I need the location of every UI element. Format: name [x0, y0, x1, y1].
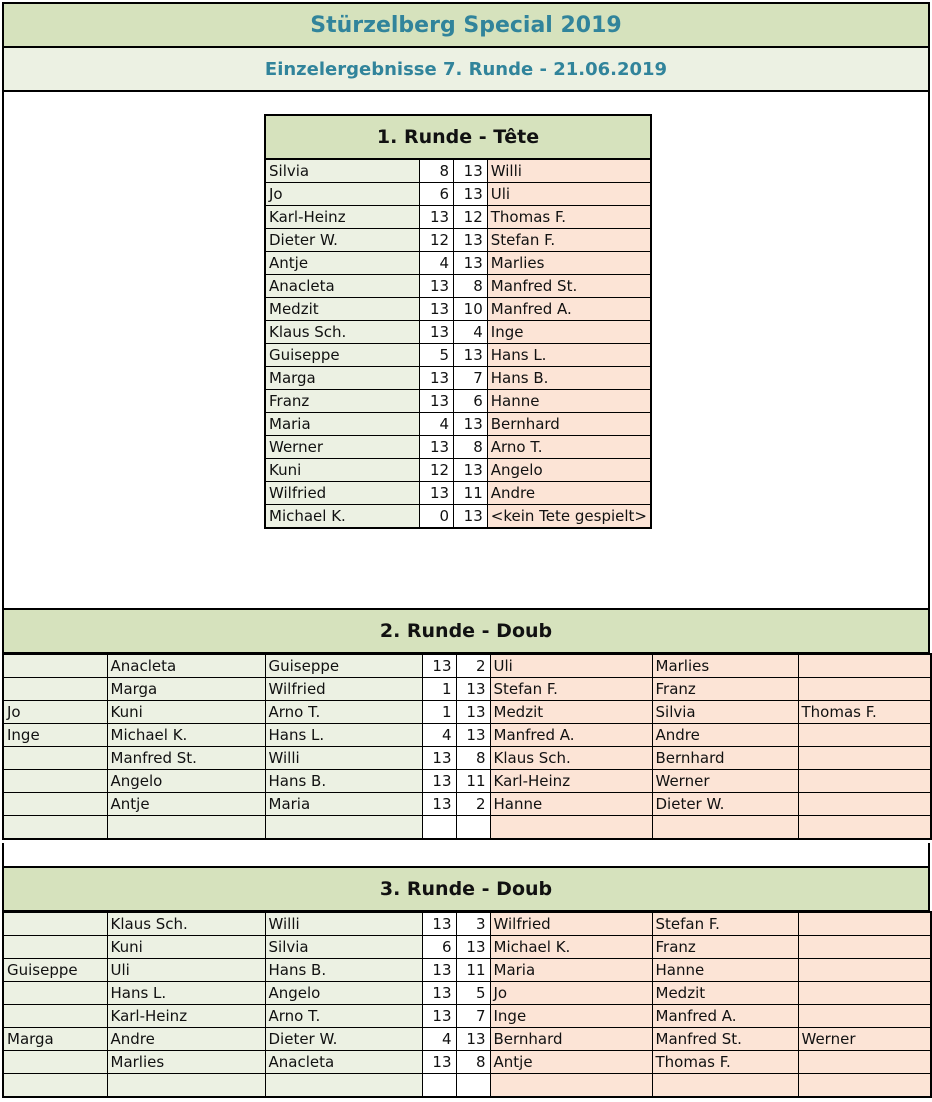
- right-player-3: [798, 959, 931, 982]
- left-score: 13: [420, 206, 454, 229]
- round1-row: [265, 275, 651, 298]
- left-player-3: [3, 816, 107, 840]
- right-player-1: Antje: [490, 1051, 652, 1074]
- round3-header: 3. Runde - Doub: [2, 866, 930, 912]
- right-player-3: [798, 678, 931, 701]
- right-player-3: Werner: [798, 1028, 931, 1051]
- right-player: Andre: [487, 482, 651, 505]
- left-player: Antje: [265, 252, 420, 275]
- right-player: Arno T.: [487, 436, 651, 459]
- left-player-3: [3, 1074, 107, 1098]
- left-player-2: [265, 1074, 422, 1098]
- right-score: 8: [454, 275, 488, 298]
- right-score: 8: [454, 436, 488, 459]
- round2-row: [3, 816, 931, 840]
- round3-row: [3, 1074, 931, 1098]
- round2-header: 2. Runde - Doub: [2, 608, 930, 654]
- left-player-2: Arno T.: [265, 701, 422, 724]
- left-player: Silvia: [265, 160, 420, 183]
- left-player-1: Karl-Heinz: [107, 1005, 265, 1028]
- right-score: 13: [454, 459, 488, 482]
- left-player-1: Anacleta: [107, 654, 265, 678]
- right-player-2: Manfred St.: [652, 1028, 798, 1051]
- left-score: 13: [420, 390, 454, 413]
- round3-row: [3, 1028, 931, 1051]
- right-player-2: Silvia: [652, 701, 798, 724]
- right-score: 4: [454, 321, 488, 344]
- right-player-1: Maria: [490, 959, 652, 982]
- left-player-1: Andre: [107, 1028, 265, 1051]
- left-score: [422, 1074, 456, 1098]
- round1-row: [265, 229, 651, 252]
- right-player-2: Marlies: [652, 654, 798, 678]
- right-player-3: [798, 724, 931, 747]
- left-player-2: Hans L.: [265, 724, 422, 747]
- left-player: Medzit: [265, 298, 420, 321]
- right-player-2: Medzit: [652, 982, 798, 1005]
- left-player: Wilfried: [265, 482, 420, 505]
- right-player: Thomas F.: [487, 206, 651, 229]
- left-player: Anacleta: [265, 275, 420, 298]
- round3-row: [3, 912, 931, 936]
- round1-row: [265, 436, 651, 459]
- left-player-3: Jo: [3, 701, 107, 724]
- right-player-2: Franz: [652, 936, 798, 959]
- left-score: 13: [422, 793, 456, 816]
- left-score: 6: [422, 936, 456, 959]
- left-player-2: Arno T.: [265, 1005, 422, 1028]
- left-player-1: Antje: [107, 793, 265, 816]
- left-score: 13: [420, 436, 454, 459]
- left-player-1: Marga: [107, 678, 265, 701]
- right-player-3: [798, 982, 931, 1005]
- round1-row: [265, 390, 651, 413]
- round2-row: [3, 724, 931, 747]
- left-player-3: [3, 1051, 107, 1074]
- right-player: Bernhard: [487, 413, 651, 436]
- left-score: 13: [420, 321, 454, 344]
- right-score: 10: [454, 298, 488, 321]
- right-score: 13: [454, 413, 488, 436]
- right-score: 8: [456, 747, 490, 770]
- left-player-3: [3, 912, 107, 936]
- right-player-2: Bernhard: [652, 747, 798, 770]
- right-player-3: [798, 816, 931, 840]
- left-player: Jo: [265, 183, 420, 206]
- right-player-1: [490, 1074, 652, 1098]
- left-player-3: [3, 1005, 107, 1028]
- right-score: 12: [454, 206, 488, 229]
- right-player: Manfred St.: [487, 275, 651, 298]
- left-score: 8: [420, 160, 454, 183]
- right-player-1: Karl-Heinz: [490, 770, 652, 793]
- round2-table: [2, 653, 932, 840]
- round3-row: [3, 982, 931, 1005]
- right-player: Manfred A.: [487, 298, 651, 321]
- left-player-3: [3, 793, 107, 816]
- right-score: [456, 816, 490, 840]
- left-player-1: Kuni: [107, 701, 265, 724]
- right-player-1: Bernhard: [490, 1028, 652, 1051]
- right-player-2: Dieter W.: [652, 793, 798, 816]
- right-score: 7: [454, 367, 488, 390]
- round1-row: [265, 160, 651, 183]
- right-player: Hans B.: [487, 367, 651, 390]
- round2-row: [3, 701, 931, 724]
- left-player: Michael K.: [265, 505, 420, 529]
- right-score: 13: [456, 724, 490, 747]
- round1-row: [265, 298, 651, 321]
- right-player: Willi: [487, 160, 651, 183]
- left-score: 5: [420, 344, 454, 367]
- left-player: Franz: [265, 390, 420, 413]
- left-player-3: [3, 654, 107, 678]
- left-score: 6: [420, 183, 454, 206]
- left-score: 4: [420, 413, 454, 436]
- left-player-2: Hans B.: [265, 770, 422, 793]
- round1-row: [265, 252, 651, 275]
- left-player-2: Angelo: [265, 982, 422, 1005]
- left-player-2: Willi: [265, 747, 422, 770]
- right-player-3: [798, 747, 931, 770]
- left-score: 13: [422, 1051, 456, 1074]
- round1-row: [265, 505, 651, 529]
- round1-row: [265, 321, 651, 344]
- left-score: 4: [422, 1028, 456, 1051]
- right-player-3: [798, 912, 931, 936]
- left-score: 13: [422, 912, 456, 936]
- right-score: 13: [454, 183, 488, 206]
- right-player-2: Andre: [652, 724, 798, 747]
- right-player: Hanne: [487, 390, 651, 413]
- right-score: 13: [456, 678, 490, 701]
- left-player-1: Angelo: [107, 770, 265, 793]
- left-player-1: Marlies: [107, 1051, 265, 1074]
- left-score: 4: [422, 724, 456, 747]
- left-score: 12: [420, 459, 454, 482]
- round3-table: [2, 911, 932, 1098]
- round1-row: [265, 183, 651, 206]
- left-score: 0: [420, 505, 454, 529]
- right-score: 6: [454, 390, 488, 413]
- right-player: Angelo: [487, 459, 651, 482]
- left-player: Dieter W.: [265, 229, 420, 252]
- left-player: Marga: [265, 367, 420, 390]
- right-player-2: Franz: [652, 678, 798, 701]
- round1-row: [265, 482, 651, 505]
- left-player-1: Klaus Sch.: [107, 912, 265, 936]
- round1-row: [265, 459, 651, 482]
- right-player-1: Klaus Sch.: [490, 747, 652, 770]
- right-player: Uli: [487, 183, 651, 206]
- round1-row: [265, 344, 651, 367]
- right-player-3: Thomas F.: [798, 701, 931, 724]
- right-player-3: [798, 1051, 931, 1074]
- round1-row: [265, 413, 651, 436]
- right-player-3: [798, 936, 931, 959]
- right-player-1: Uli: [490, 654, 652, 678]
- right-player-3: [798, 654, 931, 678]
- round2-row: [3, 747, 931, 770]
- left-player-3: Inge: [3, 724, 107, 747]
- right-player-1: Inge: [490, 1005, 652, 1028]
- right-player-3: [798, 770, 931, 793]
- right-player-3: [798, 1005, 931, 1028]
- left-player-2: Wilfried: [265, 678, 422, 701]
- right-player-3: [798, 793, 931, 816]
- right-score: 8: [456, 1051, 490, 1074]
- left-player-2: Hans B.: [265, 959, 422, 982]
- round3-row: [3, 1005, 931, 1028]
- right-score: 3: [456, 912, 490, 936]
- round2-row: [3, 654, 931, 678]
- right-score: 13: [454, 344, 488, 367]
- left-player-1: Hans L.: [107, 982, 265, 1005]
- right-player-1: Hanne: [490, 793, 652, 816]
- right-player-1: Jo: [490, 982, 652, 1005]
- left-score: 12: [420, 229, 454, 252]
- right-player-2: Manfred A.: [652, 1005, 798, 1028]
- left-player-3: [3, 936, 107, 959]
- right-score: 2: [456, 793, 490, 816]
- left-player: Karl-Heinz: [265, 206, 420, 229]
- left-score: 13: [422, 747, 456, 770]
- right-player-3: [798, 1074, 931, 1098]
- round1-header: 1. Runde - Tête: [264, 114, 652, 160]
- left-player-1: Uli: [107, 959, 265, 982]
- right-player-2: Stefan F.: [652, 912, 798, 936]
- left-player-1: [107, 816, 265, 840]
- left-player-2: [265, 816, 422, 840]
- left-player-1: Michael K.: [107, 724, 265, 747]
- right-player: Stefan F.: [487, 229, 651, 252]
- right-score: 13: [454, 160, 488, 183]
- right-score: 11: [456, 959, 490, 982]
- right-score: 13: [456, 936, 490, 959]
- right-player-2: Hanne: [652, 959, 798, 982]
- left-player: Maria: [265, 413, 420, 436]
- right-score: 13: [454, 229, 488, 252]
- left-score: 13: [422, 1005, 456, 1028]
- round1-table: [264, 159, 652, 529]
- left-player-3: [3, 770, 107, 793]
- page-title: Stürzelberg Special 2019: [2, 2, 930, 48]
- left-player-2: Willi: [265, 912, 422, 936]
- right-player-1: Michael K.: [490, 936, 652, 959]
- round1-row: [265, 367, 651, 390]
- left-score: 13: [420, 298, 454, 321]
- left-player-2: Anacleta: [265, 1051, 422, 1074]
- left-player-2: Dieter W.: [265, 1028, 422, 1051]
- left-player-1: [107, 1074, 265, 1098]
- left-player: Klaus Sch.: [265, 321, 420, 344]
- left-score: 13: [420, 367, 454, 390]
- round3-row: [3, 1051, 931, 1074]
- right-player: Inge: [487, 321, 651, 344]
- right-player: Hans L.: [487, 344, 651, 367]
- right-player-1: Stefan F.: [490, 678, 652, 701]
- right-player-2: Thomas F.: [652, 1051, 798, 1074]
- right-player-2: [652, 1074, 798, 1098]
- left-player-2: Maria: [265, 793, 422, 816]
- page-subtitle: Einzelergebnisse 7. Runde - 21.06.2019: [2, 46, 930, 92]
- left-score: 13: [420, 275, 454, 298]
- right-player-1: Manfred A.: [490, 724, 652, 747]
- right-player-1: Wilfried: [490, 912, 652, 936]
- right-score: 2: [456, 654, 490, 678]
- round3-row: [3, 936, 931, 959]
- right-score: 13: [454, 252, 488, 275]
- left-player-2: Silvia: [265, 936, 422, 959]
- left-player-1: Manfred St.: [107, 747, 265, 770]
- left-score: 13: [420, 482, 454, 505]
- round2-row: [3, 770, 931, 793]
- left-score: 1: [422, 701, 456, 724]
- left-score: 1: [422, 678, 456, 701]
- left-player: Guiseppe: [265, 344, 420, 367]
- round2-row: [3, 793, 931, 816]
- left-score: 13: [422, 654, 456, 678]
- right-score: 13: [456, 1028, 490, 1051]
- left-player: Werner: [265, 436, 420, 459]
- left-score: 13: [422, 982, 456, 1005]
- right-score: 5: [456, 982, 490, 1005]
- right-score: 11: [456, 770, 490, 793]
- left-player-2: Guiseppe: [265, 654, 422, 678]
- left-player-3: Marga: [3, 1028, 107, 1051]
- left-player: Kuni: [265, 459, 420, 482]
- left-player-3: Guiseppe: [3, 959, 107, 982]
- left-player-3: [3, 747, 107, 770]
- right-score: [456, 1074, 490, 1098]
- right-score: 11: [454, 482, 488, 505]
- left-score: 4: [420, 252, 454, 275]
- left-player-3: [3, 982, 107, 1005]
- right-player-1: [490, 816, 652, 840]
- right-player: Marlies: [487, 252, 651, 275]
- left-score: 13: [422, 770, 456, 793]
- right-score: 13: [454, 505, 488, 529]
- section-spacer: [2, 843, 930, 867]
- right-score: 13: [456, 701, 490, 724]
- left-score: 13: [422, 959, 456, 982]
- left-player-3: [3, 678, 107, 701]
- round2-row: [3, 678, 931, 701]
- round3-row: [3, 959, 931, 982]
- right-player-1: Medzit: [490, 701, 652, 724]
- right-player-2: Werner: [652, 770, 798, 793]
- left-player-1: Kuni: [107, 936, 265, 959]
- round1-row: [265, 206, 651, 229]
- right-player: <kein Tete gespielt>: [487, 505, 651, 529]
- left-score: [422, 816, 456, 840]
- right-score: 7: [456, 1005, 490, 1028]
- right-player-2: [652, 816, 798, 840]
